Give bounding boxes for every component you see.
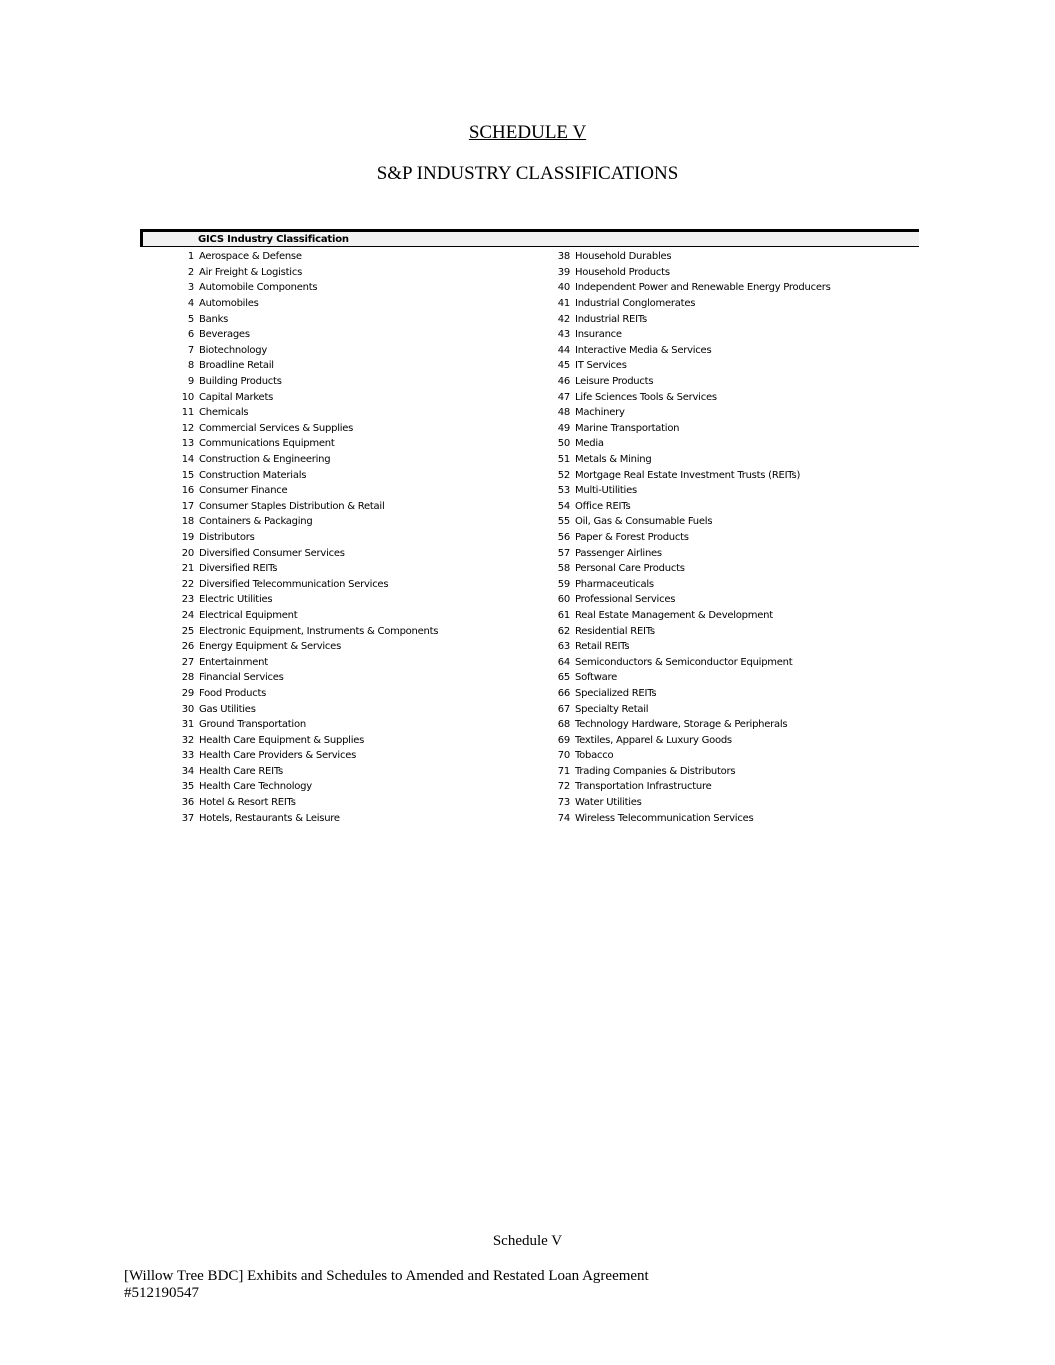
- classification-row: [160, 265, 438, 281]
- classification-number: 36: [181, 797, 194, 809]
- classification-number: 46: [557, 376, 570, 388]
- classification-name: Building Products: [199, 376, 282, 388]
- classification-row: [160, 311, 438, 327]
- classification-number: 52: [557, 469, 570, 481]
- classification-row: [160, 467, 438, 483]
- classification-row: [160, 670, 438, 686]
- classification-row: [160, 764, 438, 780]
- classification-number: 11: [181, 407, 194, 419]
- classification-number: 67: [557, 703, 570, 715]
- classification-number: 48: [557, 407, 570, 419]
- classification-row: [536, 343, 831, 359]
- classification-name: Technology Hardware, Storage & Peripherals: [575, 719, 788, 731]
- classification-row: [536, 311, 831, 327]
- classification-name: Textiles, Apparel & Luxury Goods: [575, 734, 732, 746]
- classification-row: [160, 249, 438, 265]
- classification-row: [160, 327, 438, 343]
- classification-row: [536, 499, 831, 515]
- classification-number: 64: [557, 656, 570, 668]
- classification-row: [160, 748, 438, 764]
- classification-row: [536, 358, 831, 374]
- classification-number: 55: [557, 516, 570, 528]
- classification-name: Semiconductors & Semiconductor Equipment: [575, 656, 793, 668]
- classification-number: 23: [181, 594, 194, 606]
- classification-row: [160, 701, 438, 717]
- classification-number: 31: [181, 719, 194, 731]
- classification-name: Passenger Airlines: [575, 547, 662, 559]
- classification-name: Software: [575, 672, 618, 684]
- classification-row: [536, 514, 831, 530]
- classification-name: Diversified REITs: [199, 563, 278, 575]
- classification-row: [536, 483, 831, 499]
- classification-row: [536, 327, 831, 343]
- classification-row: [160, 405, 438, 421]
- classification-number: 72: [557, 781, 570, 793]
- classification-number: 34: [181, 765, 194, 777]
- classification-number: 74: [557, 812, 570, 824]
- classification-row: [160, 623, 438, 639]
- classification-row: [536, 545, 831, 561]
- classification-name: Life Sciences Tools & Services: [575, 391, 717, 403]
- classification-number: 4: [187, 298, 194, 310]
- classification-row: [536, 639, 831, 655]
- footer-page-label: Schedule V: [492, 1233, 563, 1249]
- classification-name: Consumer Staples Distribution & Retail: [199, 500, 385, 512]
- classification-name: Health Care Providers & Services: [199, 750, 357, 762]
- classification-number: 14: [181, 454, 194, 466]
- classification-name: IT Services: [575, 360, 627, 372]
- column-header-label: GICS Industry Classification: [198, 234, 349, 245]
- classification-row: [536, 654, 831, 670]
- classification-name: Industrial Conglomerates: [575, 298, 696, 310]
- classification-number: 3: [187, 282, 194, 294]
- classification-name: Machinery: [575, 407, 625, 419]
- classification-name: Electric Utilities: [199, 594, 273, 606]
- classification-name: Diversified Consumer Services: [199, 547, 345, 559]
- classification-row: [536, 764, 831, 780]
- classification-row: [160, 421, 438, 437]
- classification-name: Capital Markets: [199, 391, 274, 403]
- classification-name: Personal Care Products: [575, 563, 685, 575]
- classification-name: Metals & Mining: [575, 454, 652, 466]
- classification-row: [536, 810, 831, 826]
- classification-name: Water Utilities: [575, 797, 642, 809]
- classification-name: Ground Transportation: [199, 719, 306, 731]
- classification-number: 41: [557, 298, 570, 310]
- classification-row: [536, 405, 831, 421]
- classification-number: 13: [181, 438, 194, 450]
- classification-row: [160, 296, 438, 312]
- classification-number: 21: [181, 563, 194, 575]
- classification-name: Household Products: [575, 266, 670, 278]
- classification-name: Food Products: [199, 687, 267, 699]
- classification-name: Commercial Services & Supplies: [199, 422, 354, 434]
- classification-number: 58: [557, 563, 570, 575]
- classification-row: [536, 467, 831, 483]
- classification-number: 12: [181, 422, 194, 434]
- classification-row: [536, 670, 831, 686]
- classification-name: Construction & Engineering: [199, 454, 331, 466]
- classification-row: [160, 545, 438, 561]
- classification-number: 17: [181, 500, 194, 512]
- classification-row: [160, 592, 438, 608]
- classification-name: Health Care Equipment & Supplies: [199, 734, 365, 746]
- classification-name: Banks: [199, 313, 229, 325]
- classification-number: 44: [557, 344, 570, 356]
- classification-name: Electrical Equipment: [199, 609, 298, 621]
- classification-number: 56: [557, 531, 570, 543]
- classification-number: 68: [557, 719, 570, 731]
- classification-number: 9: [187, 376, 194, 388]
- classification-number: 49: [557, 422, 570, 434]
- classification-number: 61: [557, 609, 570, 621]
- classification-name: Insurance: [575, 329, 622, 341]
- classification-row: [160, 732, 438, 748]
- classification-name: Chemicals: [199, 407, 249, 419]
- classification-name: Automobiles: [199, 298, 259, 310]
- classification-number: 69: [557, 734, 570, 746]
- classification-name: Wireless Telecommunication Services: [575, 812, 754, 824]
- classification-name: Independent Power and Renewable Energy Producers: [575, 282, 831, 294]
- classification-row: [536, 701, 831, 717]
- classification-row: [160, 654, 438, 670]
- classification-name: Aerospace & Defense: [199, 251, 302, 263]
- classification-number: 19: [181, 531, 194, 543]
- classification-title: S&P INDUSTRY CLASSIFICATIONS: [376, 163, 679, 184]
- classification-number: 25: [181, 625, 194, 637]
- classification-row: [536, 795, 831, 811]
- classification-number: 62: [557, 625, 570, 637]
- classification-row: [536, 732, 831, 748]
- classification-name: Leisure Products: [575, 376, 654, 388]
- classification-row: [536, 452, 831, 468]
- classification-number: 59: [557, 578, 570, 590]
- classification-number: 28: [181, 672, 194, 684]
- classification-number: 73: [557, 797, 570, 809]
- classification-row: [536, 748, 831, 764]
- classification-name: Health Care Technology: [199, 781, 312, 793]
- classification-number: 8: [187, 360, 194, 372]
- classification-name: Professional Services: [575, 594, 676, 606]
- classification-row: [160, 499, 438, 515]
- classification-number: 5: [187, 313, 194, 325]
- classification-name: Distributors: [199, 531, 255, 543]
- classification-name: Construction Materials: [199, 469, 307, 481]
- classification-row: [160, 795, 438, 811]
- classification-row: [160, 810, 438, 826]
- classification-name: Interactive Media & Services: [575, 344, 712, 356]
- classification-name: Health Care REITs: [199, 765, 283, 777]
- classification-number: 18: [181, 516, 194, 528]
- footer-doc-number: #512190547: [124, 1285, 199, 1301]
- classification-number: 35: [181, 781, 194, 793]
- classification-name: Industrial REITs: [575, 313, 647, 325]
- classification-name: Marine Transportation: [575, 422, 680, 434]
- classification-name: Entertainment: [199, 656, 268, 668]
- classification-column-right: [536, 249, 831, 826]
- classification-name: Communications Equipment: [199, 438, 335, 450]
- classification-number: 33: [181, 750, 194, 762]
- classification-row: [536, 374, 831, 390]
- classification-name: Retail REITs: [575, 641, 630, 653]
- classification-row: [536, 436, 831, 452]
- classification-row: [160, 389, 438, 405]
- classification-name: Air Freight & Logistics: [199, 266, 303, 278]
- classification-column-left: [160, 249, 438, 826]
- classification-row: [536, 717, 831, 733]
- classification-number: 1: [187, 251, 194, 263]
- classification-row: [536, 576, 831, 592]
- classification-row: [536, 280, 831, 296]
- classification-name: Containers & Packaging: [199, 516, 313, 528]
- classification-row: [160, 530, 438, 546]
- classification-row: [160, 576, 438, 592]
- classification-name: Beverages: [199, 329, 250, 341]
- classification-row: [536, 686, 831, 702]
- classification-number: 40: [557, 282, 570, 294]
- classification-name: Residential REITs: [575, 625, 655, 637]
- classification-number: 45: [557, 360, 570, 372]
- classification-name: Paper & Forest Products: [575, 531, 689, 543]
- classification-number: 71: [557, 765, 570, 777]
- schedule-title: SCHEDULE V: [468, 122, 587, 143]
- classification-name: Electronic Equipment, Instruments & Components: [199, 625, 439, 637]
- table-header: [140, 229, 919, 247]
- classification-number: 42: [557, 313, 570, 325]
- classification-number: 63: [557, 641, 570, 653]
- classification-row: [536, 592, 831, 608]
- classification-row: [536, 561, 831, 577]
- classification-row: [160, 343, 438, 359]
- classification-row: [160, 686, 438, 702]
- classification-row: [536, 389, 831, 405]
- classification-number: 37: [181, 812, 194, 824]
- classification-number: 65: [557, 672, 570, 684]
- classification-number: 22: [181, 578, 194, 590]
- classification-number: 2: [187, 266, 194, 278]
- classification-number: 15: [181, 469, 194, 481]
- classification-number: 47: [557, 391, 570, 403]
- classification-number: 24: [181, 609, 194, 621]
- classification-number: 30: [181, 703, 194, 715]
- classification-name: Mortgage Real Estate Investment Trusts (REITs): [575, 469, 801, 481]
- classification-name: Financial Services: [199, 672, 284, 684]
- classification-name: Household Durables: [575, 251, 672, 263]
- classification-name: Transportation Infrastructure: [575, 781, 712, 793]
- classification-number: 16: [181, 485, 194, 497]
- classification-name: Energy Equipment & Services: [199, 641, 342, 653]
- classification-row: [160, 483, 438, 499]
- classification-number: 7: [187, 344, 194, 356]
- classification-number: 54: [557, 500, 570, 512]
- classification-number: 66: [557, 687, 570, 699]
- classification-number: 70: [557, 750, 570, 762]
- classification-number: 43: [557, 329, 570, 341]
- classification-number: 27: [181, 656, 194, 668]
- classification-name: Oil, Gas & Consumable Fuels: [575, 516, 713, 528]
- classification-row: [536, 265, 831, 281]
- classification-number: 10: [181, 391, 194, 403]
- classification-row: [536, 779, 831, 795]
- classification-row: [160, 779, 438, 795]
- classification-number: 50: [557, 438, 570, 450]
- classification-row: [536, 530, 831, 546]
- classification-name: Real Estate Management & Development: [575, 609, 773, 621]
- classification-row: [536, 421, 831, 437]
- classification-name: Gas Utilities: [199, 703, 256, 715]
- classification-row: [160, 436, 438, 452]
- classification-name: Consumer Finance: [199, 485, 288, 497]
- classification-row: [536, 249, 831, 265]
- classification-name: Office REITs: [575, 500, 631, 512]
- classification-name: Trading Companies & Distributors: [575, 765, 736, 777]
- classification-row: [160, 280, 438, 296]
- classification-name: Tobacco: [575, 750, 614, 762]
- classification-number: 20: [181, 547, 194, 559]
- classification-name: Biotechnology: [199, 344, 268, 356]
- classification-name: Specialty Retail: [575, 703, 649, 715]
- footer-doc-title: [Willow Tree BDC] Exhibits and Schedules to Amended and Restated Loan Agreement: [124, 1268, 649, 1284]
- classification-row: [160, 374, 438, 390]
- classification-name: Specialized REITs: [575, 687, 657, 699]
- classification-number: 38: [557, 251, 570, 263]
- classification-name: Pharmaceuticals: [575, 578, 654, 590]
- classification-name: Automobile Components: [199, 282, 318, 294]
- classification-row: [160, 452, 438, 468]
- classification-number: 6: [187, 329, 194, 341]
- classification-name: Media: [575, 438, 604, 450]
- classification-name: Multi-Utilities: [575, 485, 637, 497]
- classification-number: 60: [557, 594, 570, 606]
- classification-number: 26: [181, 641, 194, 653]
- classification-row: [160, 514, 438, 530]
- classification-number: 57: [557, 547, 570, 559]
- classification-row: [536, 296, 831, 312]
- classification-row: [160, 639, 438, 655]
- footer-document-info: [124, 1268, 649, 1302]
- classification-number: 51: [557, 454, 570, 466]
- classification-number: 32: [181, 734, 194, 746]
- classification-row: [536, 623, 831, 639]
- classification-name: Broadline Retail: [199, 360, 274, 372]
- classification-name: Diversified Telecommunication Services: [199, 578, 389, 590]
- classification-name: Hotel & Resort REITs: [199, 797, 296, 809]
- classification-row: [160, 358, 438, 374]
- classification-row: [160, 561, 438, 577]
- classification-row: [160, 608, 438, 624]
- classification-number: 53: [557, 485, 570, 497]
- classification-name: Hotels, Restaurants & Leisure: [199, 812, 340, 824]
- classification-row: [536, 608, 831, 624]
- classification-row: [160, 717, 438, 733]
- classification-number: 39: [557, 266, 570, 278]
- classification-number: 29: [181, 687, 194, 699]
